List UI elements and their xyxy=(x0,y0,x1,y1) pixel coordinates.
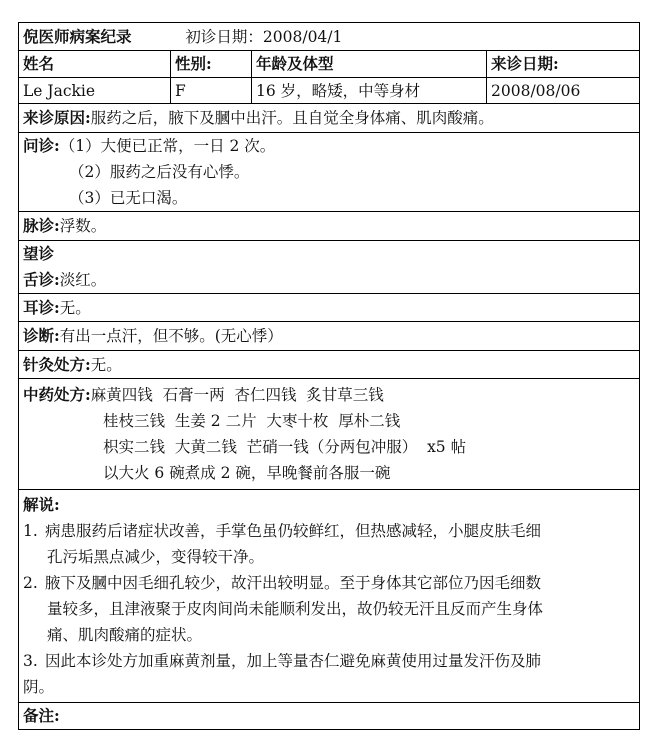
tongue-label: 舌诊: xyxy=(23,270,60,289)
inquiry-item: （2）服药之后没有心悸。 xyxy=(69,163,250,181)
inquiry-line-3 xyxy=(23,185,635,211)
inquiry-item: （1）大便已正常，一日 2 次。 xyxy=(59,137,276,155)
ear-cell xyxy=(19,294,640,322)
first-visit-label: 初诊日期： xyxy=(185,27,263,46)
item-number: 1. xyxy=(23,522,38,540)
inquiry-line-2 xyxy=(23,159,635,185)
item-text: 痛、肌肉酸痛的症状。 xyxy=(47,626,203,644)
patient-age-build: 16 岁，略矮，中等身材 xyxy=(252,78,487,104)
patient-row xyxy=(19,78,640,104)
explanation-item-2 xyxy=(23,570,635,596)
inquiry-label: 问诊: xyxy=(23,136,60,155)
ear-row xyxy=(19,294,640,322)
notes-cell xyxy=(19,703,640,730)
notes-row xyxy=(19,703,640,730)
item-number: 2. xyxy=(23,574,38,592)
herbal-line: 枳实二钱 大黄二钱 芒硝一钱（分两包冲服） x5 帖 xyxy=(103,438,467,456)
herbal-label: 中药处方: xyxy=(23,385,91,404)
inquiry-row xyxy=(19,133,640,212)
diagnosis-text: 有出一点汗，但不够。(无心悸） xyxy=(59,327,283,345)
item-text: 孔污垢黑点减少，变得较干净。 xyxy=(47,548,265,566)
herbal-line: 麻黄四钱 石膏一两 杏仁四钱 炙甘草三钱 xyxy=(90,386,384,404)
acupuncture-cell xyxy=(19,351,640,379)
inspection-row xyxy=(19,241,640,294)
patient-visit-date: 2008/08/06 xyxy=(487,78,640,104)
acupuncture-label: 针灸处方: xyxy=(23,354,91,374)
ear-label: 耳诊: xyxy=(23,297,60,317)
patient-gender: F xyxy=(171,78,252,104)
acupuncture-text: 无。 xyxy=(90,355,122,374)
tongue-text: 淡红。 xyxy=(59,271,107,289)
inquiry-line-1 xyxy=(23,133,635,159)
explanation-label: 解说: xyxy=(23,495,60,514)
record-title: 倪医师病案纪录 xyxy=(23,26,132,46)
reason-cell xyxy=(19,104,640,133)
item-text: 因此本诊处方加重麻黄剂量，加上等量杏仁避免麻黄使用过量发汗伤及肺 xyxy=(45,652,542,670)
reason-label: 来诊原因: xyxy=(23,108,91,127)
diagnosis-row xyxy=(19,322,640,351)
inspection-label: 望诊 xyxy=(23,244,55,263)
tongue-line xyxy=(23,267,635,293)
case-record-sheet xyxy=(18,22,639,730)
title-row xyxy=(19,23,640,51)
inspection-cell xyxy=(19,241,640,294)
pulse-text: 浮数。 xyxy=(59,217,107,235)
item-text: 病患服药后诸症状改善，手掌色虽仍较鲜红，但热感减轻，小腿皮肤毛细 xyxy=(45,522,542,540)
visit-date-header: 来诊日期: xyxy=(487,51,640,78)
gender-header: 性别: xyxy=(171,51,252,78)
item-text: 腋下及膕中因毛细孔较少，故汗出较明显。至于身体其它部位乃因毛细数 xyxy=(45,574,542,592)
explanation-cell xyxy=(19,490,640,703)
reason-text: 服药之后，腋下及膕中出汗。且自觉全身体痛、肌肉酸痛。 xyxy=(90,109,494,127)
age-header: 年龄及体型 xyxy=(252,51,487,78)
column-header-row xyxy=(19,51,640,78)
herbal-line: 桂枝三钱 生姜 2 二片 大枣十枚 厚朴二钱 xyxy=(103,412,401,430)
diagnosis-cell xyxy=(19,322,640,351)
pulse-label: 脉诊: xyxy=(23,216,60,235)
item-text: 阴。 xyxy=(23,678,55,696)
herbal-line: 以大火 6 碗煮成 2 碗，早晚餐前各服一碗 xyxy=(103,464,391,482)
ear-text: 无。 xyxy=(59,298,91,317)
acupuncture-row xyxy=(19,351,640,379)
first-visit-date: 2008/04/1 xyxy=(262,27,343,46)
pulse-cell xyxy=(19,212,640,241)
explanation-item-3 xyxy=(23,648,635,674)
title-cell xyxy=(19,23,640,51)
reason-row xyxy=(19,104,640,133)
pulse-row xyxy=(19,212,640,241)
diagnosis-label: 诊断: xyxy=(23,326,60,345)
item-text: 量较多，且津液聚于皮肉间尚未能顺利发出，故仍较无汗且反而产生身体 xyxy=(47,600,544,618)
explanation-row xyxy=(19,490,640,703)
herbal-line-1 xyxy=(23,382,635,408)
explanation-item-1 xyxy=(23,518,635,544)
name-header: 姓名 xyxy=(19,51,171,78)
patient-name: Le Jackie xyxy=(19,78,171,104)
herbal-row xyxy=(19,379,640,490)
notes-label: 备注: xyxy=(23,706,60,725)
case-record-table xyxy=(18,22,640,730)
herbal-cell xyxy=(19,379,640,490)
inquiry-item: （3）已无口渴。 xyxy=(69,189,188,207)
item-number: 3. xyxy=(23,652,38,670)
inquiry-cell xyxy=(19,133,640,212)
